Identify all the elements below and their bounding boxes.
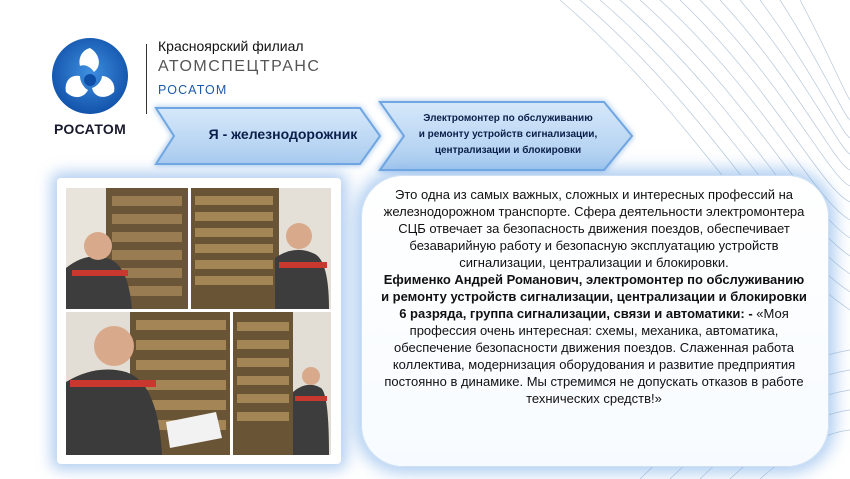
photo-collage	[57, 178, 341, 464]
banner-position-line: централизации и блокировки	[434, 145, 582, 156]
photo-worker-at-cabinet	[233, 312, 331, 455]
header-divider	[146, 44, 147, 114]
photo-worker-with-document	[66, 312, 230, 455]
organization-name: АТОМСПЕЦТРАНС	[158, 58, 321, 75]
article-person: Ефименко Андрей Романович, электромонтер по обслуживанию и ремонту устройств сигнализации, централизации и блокировки 6 разряда, группа сигнализации, связи и автоматики: -	[381, 272, 807, 321]
photo-worker-smiling	[191, 188, 331, 309]
rosatom-logo-icon	[50, 36, 130, 116]
photo-image	[233, 312, 331, 455]
article-content	[378, 186, 810, 407]
photo-image	[191, 188, 331, 309]
branch-name: Красноярский филиал	[158, 38, 304, 54]
photo-image	[66, 188, 188, 309]
logo-wordmark: РОСАТОМ	[53, 121, 127, 137]
article-intro: Это одна из самых важных, сложных и интересных профессий на железнодорожном транспорте. Сфера деятельности электромонтера СЦБ отвечает за безопасность движения поездов, обеспечивает безаварийную работу и безопасную эксплуатацию устройств сигнализации, централизации и блокировки.	[383, 187, 805, 270]
banner-position-line: Электромонтер по обслуживанию	[423, 113, 593, 124]
banner-position-line: и ремонту устройств сигнализации,	[418, 129, 598, 140]
article-quote-paragraph	[378, 271, 810, 407]
banner-title: Я - железнодорожник	[208, 126, 358, 142]
organization-subtitle: РОСАТОМ	[158, 83, 228, 97]
article-quote: «Моя профессия очень интересная: схемы, механика, автоматика, обеспечение безопасности движения поездов. Слаженная работа коллектива, модернизация оборудования и развитие предприятия постоянно в динамике. Мы стремимся не допускать отказов в работе технических средств!»	[384, 306, 804, 406]
photo-worker-at-panel	[66, 188, 188, 309]
photo-image	[66, 312, 230, 455]
banner-position	[408, 111, 608, 159]
